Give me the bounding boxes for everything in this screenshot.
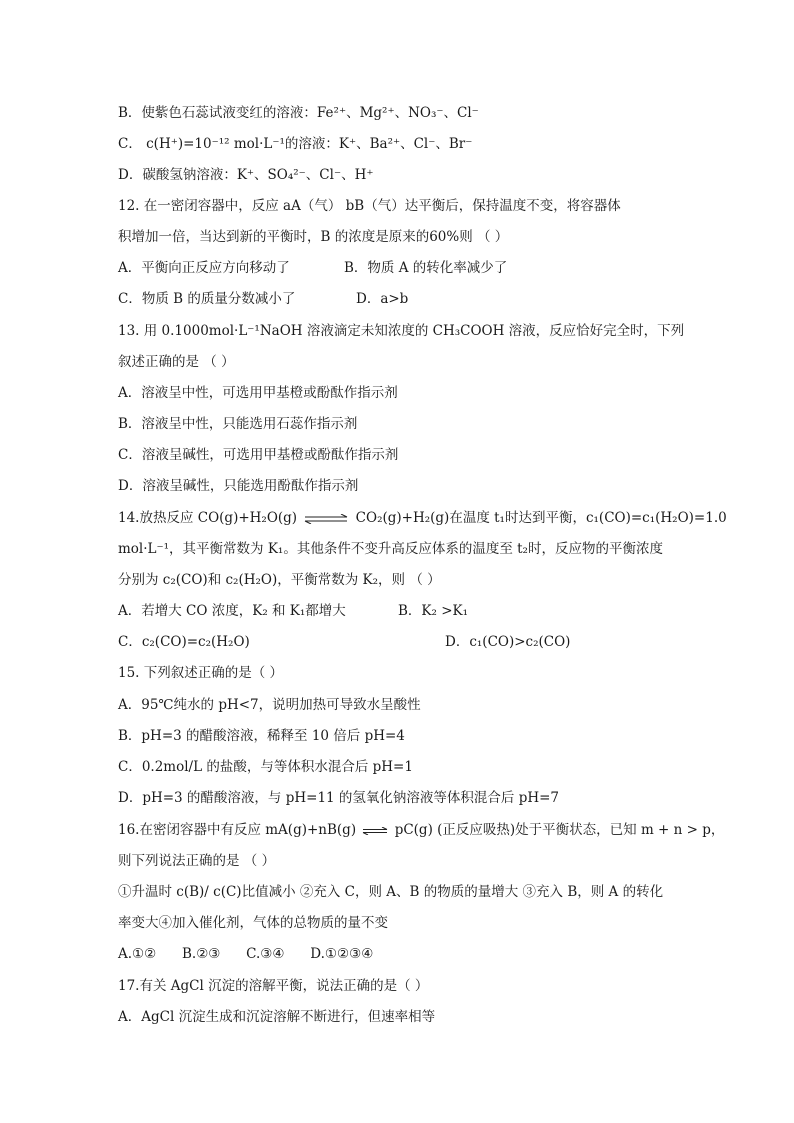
q13-stem-line1: 13. 用 0.1000mol·L⁻¹NaOH 溶液滴定未知浓度的 CH₃COOH 溶液，反应恰好完全时，下列 <box>118 323 685 339</box>
q11-option-b: B．使紫色石蕊试液变红的溶液：Fe²⁺、Mg²⁺、NO₃⁻、Cl⁻ <box>118 105 479 121</box>
q15-option-d: D．pH=3 的醋酸溶液，与 pH=11 的氢氧化钠溶液等体积混合后 pH=7 <box>118 790 560 806</box>
q14-reactants: 14.放热反应 CO(g)+H₂O(g) <box>118 510 298 526</box>
q12-options-row1 <box>118 258 688 278</box>
q15-option-b: B．pH=3 的醋酸溶液，稀释至 10 倍后 pH=4 <box>118 728 405 744</box>
q16-stem-line2: 则下列说法正确的是 （ ） <box>118 853 276 869</box>
q14-stem-line3: 分别为 c₂(CO)和 c₂(H₂O)，平衡常数为 K₂，则 （ ） <box>118 572 441 588</box>
q15-option-a: A．95℃纯水的 pH<7，说明加热可导致水呈酸性 <box>118 697 421 713</box>
q14-options-row2 <box>118 632 688 652</box>
q12-options-row2 <box>118 289 688 309</box>
q14-option-d: D．c₁(CO)>c₂(CO) <box>445 634 571 650</box>
q13-stem-line2: 叙述正确的是 （ ） <box>118 354 235 370</box>
q17-option-a: A．AgCl 沉淀生成和沉淀溶解不断进行，但速率相等 <box>118 1009 436 1025</box>
q14-stem-line1 <box>118 508 727 528</box>
q13-option-b: B．溶液呈中性，只能选用石蕊作指示剂 <box>118 416 358 432</box>
q11-option-d: D．碳酸氢钠溶液：K⁺、SO₄²⁻、Cl⁻、H⁺ <box>118 167 374 183</box>
q12-option-a: A．平衡向正反应方向移动了 <box>118 260 290 276</box>
q14-stem-line2: mol·L⁻¹，其平衡常数为 K₁。其他条件不变升高反应体系的温度至 t₂时，反应物的平衡浓度 <box>118 541 663 557</box>
q12-stem-line1: 12. 在一密闭容器中，反应 aA（气） bB（气）达平衡后，保持温度不变，将容器体 <box>118 198 621 214</box>
q11-option-c: C． c(H⁺)=10⁻¹² mol·L⁻¹的溶液：K⁺、Ba²⁺、Cl⁻、Br⁻ <box>118 136 473 152</box>
q14-option-a: A．若增大 CO 浓度，K₂ 和 K₁都增大 <box>118 603 346 619</box>
q15-stem: 15. 下列叙述正确的是（ ） <box>118 665 284 681</box>
q16-products: pC(g) (正反应吸热)处于平衡状态，已知 m + n > p， <box>394 822 725 838</box>
q13-option-a: A．溶液呈中性，可选用甲基橙或酚酞作指示剂 <box>118 385 398 401</box>
q16-options: A.①② B.②③ C.③④ D.①②③④ <box>118 946 374 962</box>
equilibrium-arrow-icon <box>362 827 388 835</box>
q12-stem-line2: 积增加一倍，当达到新的平衡时，B 的浓度是原来的60%则 （ ） <box>118 229 509 245</box>
q12-option-c: C．物质 B 的质量分数减小了 <box>118 291 296 307</box>
q16-reactants: 16.在密闭容器中有反应 mA(g)+nB(g) <box>118 822 357 838</box>
q14-option-b: B．K₂ >K₁ <box>398 603 469 619</box>
q16-statements-line2: 率变大④加入催化剂，气体的总物质的量不变 <box>118 915 388 931</box>
q12-option-b: B．物质 A 的转化率减少了 <box>344 260 508 276</box>
q17-stem: 17.有关 AgCl 沉淀的溶解平衡，说法正确的是（ ） <box>118 978 429 994</box>
q14-options-row1 <box>118 601 688 621</box>
q14-products: CO₂(g)+H₂(g)在温度 t₁时达到平衡，c₁(CO)=c₁(H₂O)=1.0 <box>355 510 727 526</box>
q16-stem-line1 <box>118 820 725 840</box>
q16-statements-line1: ①升温时 c(B)/ c(C)比值减小 ②充入 C，则 A、B 的物质的量增大 ③充入 B，则 A 的转化 <box>118 884 664 900</box>
equilibrium-arrow-icon <box>303 514 349 524</box>
q12-option-d: D．a>b <box>356 291 409 307</box>
q15-option-c: C．0.2mol/L 的盐酸，与等体积水混合后 pH=1 <box>118 759 413 775</box>
q14-option-c: C．c₂(CO)=c₂(H₂O) <box>118 634 250 650</box>
q13-option-c: C．溶液呈碱性，可选用甲基橙或酚酞作指示剂 <box>118 447 399 463</box>
q13-option-d: D．溶液呈碱性，只能选用酚酞作指示剂 <box>118 478 359 494</box>
